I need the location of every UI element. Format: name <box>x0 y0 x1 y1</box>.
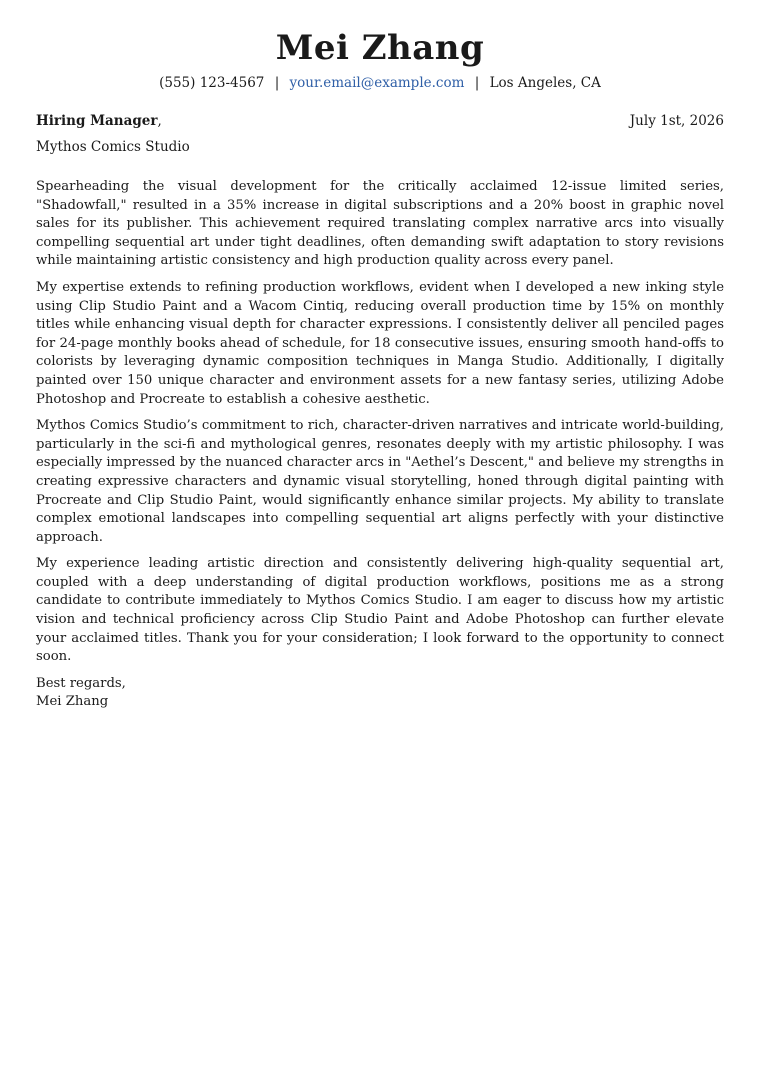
recipient-title-suffix: , <box>157 113 162 129</box>
body-paragraph: My experience leading artistic direction and consistently delivering high-quality sequential art, coupled with a deep understanding of digital production workflows, positions me as a strong candidate to contribute immediately to Mythos Comics Studio. I am eager to discuss how my artistic vision and technical proficiency across Clip Studio Paint and Adobe Photoshop can further elevate your acclaimed titles. Thank you for your consideration; I look forward to the opportunity to connect soon. <box>36 556 724 665</box>
applicant-name: Mei Zhang <box>275 28 485 68</box>
body-paragraph: Spearheading the visual development for the critically acclaimed 12-issue limited series, "Shadowfall," resulted in a 35% increase in digital subscriptions and a 20% boost in graphic novel sales for its publisher. This achievement required translating complex narrative arcs into visually compelling sequential art under tight deadlines, often demanding swift adaptation to story revisions while maintaining artistic consistency and high production quality across every panel. <box>36 179 724 269</box>
recipient-greeting <box>36 112 162 130</box>
contact-separator: | <box>474 75 480 91</box>
contact-separator: | <box>274 75 280 91</box>
letter-date: July 1st, 2026 <box>629 113 724 129</box>
signature-name: Mei Zhang <box>36 694 109 710</box>
recipient-title: Hiring Manager <box>36 113 158 129</box>
email-link[interactable]: your.email@example.com <box>289 75 465 91</box>
recipient-row <box>36 112 724 130</box>
closing-salutation: Best regards, <box>36 675 126 691</box>
contact-line <box>36 74 724 92</box>
closing-block <box>36 675 724 712</box>
phone-number: (555) 123-4567 <box>159 75 265 91</box>
location: Los Angeles, CA <box>489 75 601 91</box>
recipient-company: Mythos Comics Studio <box>36 139 190 155</box>
body-paragraph: Mythos Comics Studio’s commitment to rich, character-driven narratives and intricate world-building, particularly in the sci-fi and mythological genres, resonates deeply with my artistic philosophy. I was especially impressed by the nuanced character arcs in "Aethel’s Descent," and believe my strengths in creating expressive characters and dynamic visual storytelling, honed through digital painting with Procreate and Clip Studio Paint, would significantly enhance similar projects. My ability to translate complex emotional landscapes into compelling sequential art aligns perfectly with your distinctive approach. <box>36 418 724 545</box>
body-paragraph: My expertise extends to refining production workflows, evident when I developed a new inking style using Clip Studio Paint and a Wacom Cintiq, reducing overall production time by 15% on monthly titles while enhancing visual depth for character expressions. I consistently deliver all penciled pages for 24-page monthly books ahead of schedule, for 18 consecutive issues, ensuring smooth hand-offs to colorists by leveraging dynamic composition techniques in Manga Studio. Additionally, I digitally painted over 150 unique character and environment assets for a new fantasy series, utilizing Adobe Photoshop and Procreate to establish a cohesive aesthetic. <box>36 279 724 407</box>
